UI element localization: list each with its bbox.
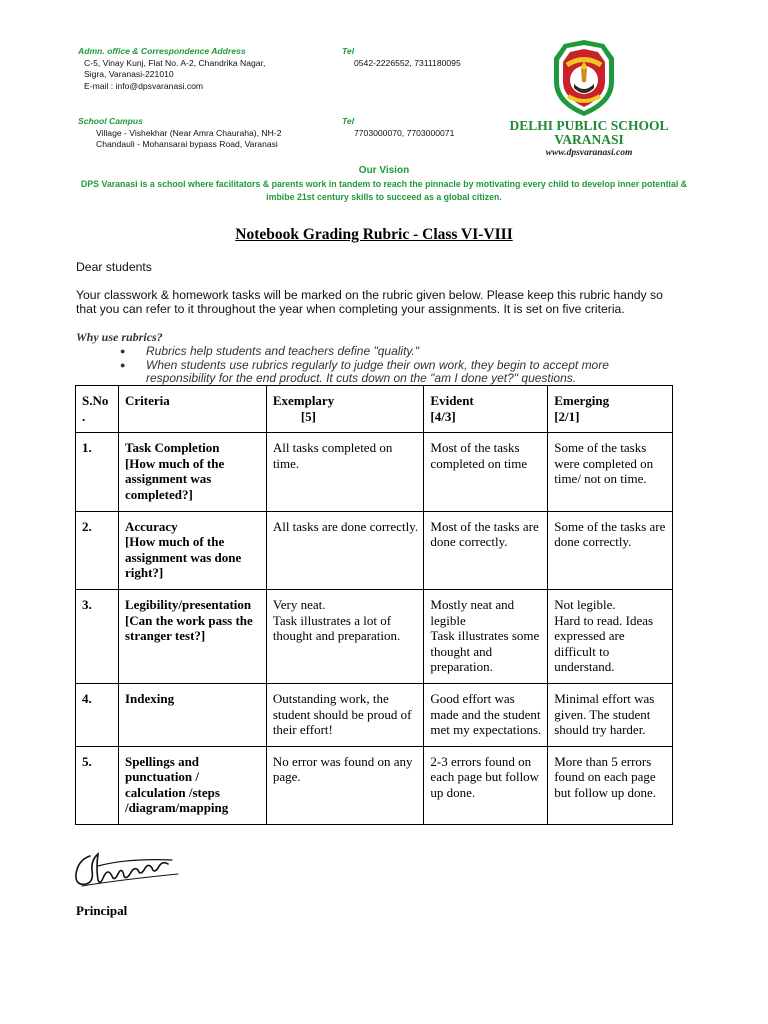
rubric-reasons-list xyxy=(120,345,680,386)
header-exemplary xyxy=(266,386,424,433)
table-row xyxy=(76,589,673,683)
exemplary-line: Task illustrates a lot of thought and preparation. xyxy=(272,612,401,644)
admin-tel-label: Tel xyxy=(342,46,355,56)
row-exemplary: All tasks completed on time. xyxy=(266,433,424,511)
row-evident: 2-3 errors found on each page but follow up done. xyxy=(424,746,548,824)
table-row xyxy=(76,511,673,589)
header-evident-score: [4/3] xyxy=(430,408,456,424)
row-sno: 5. xyxy=(76,746,119,824)
evident-line: Mostly neat and legible xyxy=(430,596,515,628)
evident-line: Task illustrates some thought and preparation. xyxy=(430,628,540,675)
campus-address-line: Village - Vishekhar (Near Amra Chauraha), NH-2 xyxy=(96,127,282,138)
header-emerging-label: Emerging xyxy=(554,393,610,408)
row-emerging: Some of the tasks were completed on time/ not on time. xyxy=(548,433,673,511)
row-criteria: Spellings and punctuation / calculation /steps /diagram/mapping xyxy=(118,746,266,824)
principal-label: Principal xyxy=(76,903,128,918)
criteria-title: Task Completion xyxy=(124,440,220,456)
admin-address-line: Sigra, Varanasi-221010 xyxy=(84,69,174,79)
row-sno: 1. xyxy=(76,433,119,511)
campus-address-block xyxy=(78,116,348,151)
campus-tel-block xyxy=(342,116,512,139)
row-criteria: Indexing xyxy=(118,683,266,746)
greeting: Dear students xyxy=(76,260,152,274)
row-exemplary: All tasks are done correctly. xyxy=(266,511,424,589)
criteria-question: [How much of the assignment was done right?] xyxy=(124,534,242,581)
header-exemplary-label: Exemplary xyxy=(272,393,335,408)
row-sno: 2. xyxy=(76,511,119,589)
row-evident: Good effort was made and the student met my expectations. xyxy=(424,683,548,746)
header-criteria: Criteria xyxy=(118,386,266,433)
row-evident: Most of the tasks are done correctly. xyxy=(424,511,548,589)
table-header-row xyxy=(76,386,673,433)
list-item: ● When students use rubrics regularly to judge their own work, they begin to accept more responsibility for the end product. It cuts down on the "am I done yet?" questions. xyxy=(120,359,680,386)
campus-address-line: Chandauli - Mohansarai bypass Road, Varanasi xyxy=(96,139,278,149)
school-crest-logo-icon xyxy=(548,38,620,118)
school-name-line: DELHI PUBLIC SCHOOL xyxy=(509,118,669,133)
row-exemplary: Outstanding work, the student should be proud of their effort! xyxy=(266,683,424,746)
row-emerging xyxy=(548,589,673,683)
criteria-title: Legibility/presentation xyxy=(124,596,252,612)
row-criteria xyxy=(118,511,266,589)
row-exemplary: No error was found on any page. xyxy=(266,746,424,824)
rubric-table xyxy=(75,385,673,825)
table-row xyxy=(76,746,673,824)
school-website: www.dpsvaranasi.com xyxy=(545,148,633,158)
signature-icon xyxy=(68,846,186,894)
vision-text: DPS Varanasi is a school where facilitators & parents work in tandem to reach the pinnacle by motivating every child to develop inner potential & imbibe 21st century skills to succeed as a global citizen. xyxy=(80,179,688,202)
intro-paragraph: Your classwork & homework tasks will be marked on the rubric given below. Please keep this rubric handy so that you can refer to it throughout the year when completing your assignments. It is set on five criteria. xyxy=(76,288,663,316)
criteria-question: [How much of the assignment was completed?] xyxy=(124,455,225,502)
campus-tel-label: Tel xyxy=(342,116,355,126)
admin-address-label: Admn. office & Correspondence Address xyxy=(78,46,246,56)
row-emerging: Minimal effort was given. The student should try harder. xyxy=(548,683,673,746)
header-emerging xyxy=(548,386,673,433)
header-evident xyxy=(424,386,548,433)
row-evident xyxy=(424,589,548,683)
row-criteria xyxy=(118,433,266,511)
emerging-line: Not legible. xyxy=(554,596,616,612)
why-rubrics-heading: Why use rubrics? xyxy=(76,330,163,344)
document-title: Notebook Grading Rubric - Class VI-VIII xyxy=(235,226,513,243)
row-evident: Most of the tasks completed on time xyxy=(424,433,548,511)
row-sno: 4. xyxy=(76,683,119,746)
row-sno: 3. xyxy=(76,589,119,683)
header-emerging-score: [2/1] xyxy=(554,408,580,424)
criteria-question: [Can the work pass the stranger test?] xyxy=(124,612,253,644)
admin-email: E-mail : info@dpsvaranasi.com xyxy=(84,80,204,91)
header-exemplary-score: [5] xyxy=(300,408,316,424)
row-emerging: More than 5 errors found on each page but follow up done. xyxy=(548,746,673,824)
school-name xyxy=(494,119,684,147)
school-name-line: VARANASI xyxy=(554,132,624,147)
row-criteria xyxy=(118,589,266,683)
vision-title: Our Vision xyxy=(358,165,410,176)
admin-tel-block xyxy=(342,46,512,69)
row-emerging: Some of the tasks are done correctly. xyxy=(548,511,673,589)
admin-address-line: C-5, Vinay Kunj, Flat No. A-2, Chandrika Nagar, xyxy=(84,57,266,68)
campus-tel-value: 7703000070, 7703000071 xyxy=(354,127,455,138)
table-row xyxy=(76,683,673,746)
exemplary-line: Very neat. xyxy=(272,596,326,612)
admin-tel-value: 0542-2226552, 7311180095 xyxy=(354,57,461,68)
emerging-line: Hard to read. Ideas expressed are difficult to understand. xyxy=(554,612,654,675)
header-evident-label: Evident xyxy=(430,393,474,408)
list-item: ● Rubrics help students and teachers define "quality." xyxy=(120,345,680,359)
header-sno: S.No . xyxy=(76,386,119,433)
table-row xyxy=(76,433,673,511)
row-exemplary xyxy=(266,589,424,683)
campus-label: School Campus xyxy=(78,116,143,126)
criteria-title: Accuracy xyxy=(124,518,178,534)
admin-address-block xyxy=(78,46,348,92)
